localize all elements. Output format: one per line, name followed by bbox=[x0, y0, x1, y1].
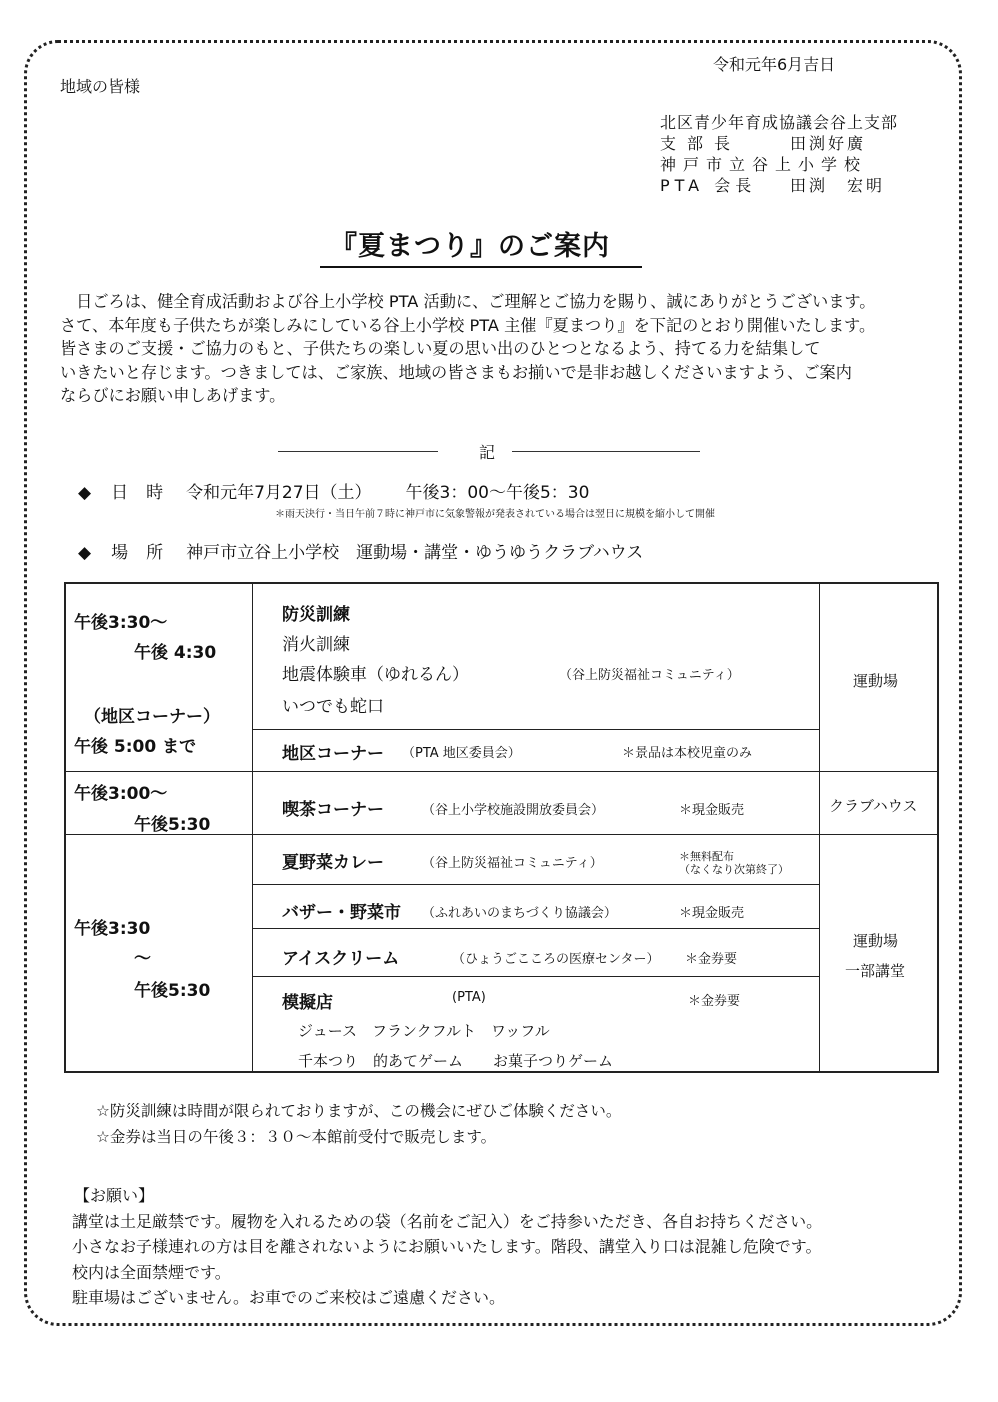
activity-name: 喫茶コーナー bbox=[282, 800, 384, 820]
activity-organizer: （ひょうごこころの医療センター） bbox=[452, 952, 660, 967]
time-to: 午後 4:30 bbox=[134, 643, 217, 663]
activity-organizer: （PTA 地区委員会） bbox=[402, 746, 521, 761]
footer-note: ☆金券は当日の午後３：３０～本館前受付で販売します。 bbox=[96, 1128, 497, 1146]
intro-line: さて、本年度も子供たちが楽しみにしている谷上小学校 PTA 主催『夏まつり』を下記のとおり開催いたします。 bbox=[60, 315, 876, 335]
activity-note: （なくなり次第終了） bbox=[679, 863, 789, 876]
datetime-row bbox=[78, 478, 589, 503]
activity-name: いつでも蛇口 bbox=[282, 697, 384, 717]
organizer-block bbox=[660, 112, 898, 196]
request-line: 小さなお子様連れの方は目を離されないようにお願いいたします。階段、講堂入り口は混雑し危険です。 bbox=[72, 1237, 822, 1256]
table-divider bbox=[252, 928, 819, 929]
event-place: 神戸市立谷上小学校 運動場・講堂・ゆうゆうクラブハウス bbox=[186, 543, 644, 563]
org-name: 北区青少年育成協議会谷上支部 bbox=[660, 113, 899, 132]
footer-notes bbox=[96, 1098, 621, 1150]
table-divider bbox=[252, 584, 253, 1071]
school-name: 神戸市立谷上小学校 bbox=[660, 155, 868, 174]
time-from: 午後3:30 bbox=[74, 919, 151, 939]
stall-items: ジュース フランクフルト ワッフル bbox=[298, 1022, 550, 1040]
datetime-label: 日時 bbox=[111, 483, 182, 503]
activity-name: 地区コーナー bbox=[282, 744, 384, 764]
request-line: 講堂は土足厳禁です。履物を入れるための袋（名前をご記入）をご持参いただき、各自お持ちください。 bbox=[72, 1211, 823, 1231]
activity-organizer: （谷上防災福祉コミュニティ） bbox=[559, 668, 740, 683]
divider bbox=[512, 451, 700, 452]
activity-note: ＊景品は本校児童のみ bbox=[622, 746, 753, 761]
diamond-bullet-icon: ◆ bbox=[78, 543, 92, 563]
activity-name: 模擬店 bbox=[282, 993, 333, 1013]
time-to: 午後5:30 bbox=[134, 815, 211, 835]
activity-name: 防災訓練 bbox=[282, 605, 350, 625]
request-section bbox=[72, 1183, 822, 1311]
activity-name: アイスクリーム bbox=[282, 949, 400, 969]
venue-label: 運動場 bbox=[853, 932, 899, 950]
org-line bbox=[660, 154, 898, 175]
request-line: 校内は全面禁煙です。 bbox=[72, 1262, 231, 1282]
org-line bbox=[660, 175, 898, 196]
venue-label: クラブハウス bbox=[829, 797, 918, 815]
time-tilde: ～ bbox=[134, 949, 151, 969]
addressee: 地域の皆様 bbox=[60, 77, 141, 96]
stall-items: 千本つり 的あてゲーム お菓子つりゲーム bbox=[298, 1052, 614, 1070]
table-divider bbox=[252, 976, 819, 977]
activity-name: 消火訓練 bbox=[282, 635, 350, 655]
org-person: 田渕 宏明 bbox=[790, 176, 886, 195]
place-row bbox=[78, 538, 643, 563]
place-label: 場所 bbox=[111, 543, 182, 563]
activity-note: ＊金券要 bbox=[688, 994, 741, 1009]
table-divider bbox=[66, 771, 937, 772]
activity-name: 地震体験車（ゆれるん） bbox=[282, 665, 469, 685]
time-from: 午後3:30～ bbox=[74, 613, 168, 633]
venue-label: 一部講堂 bbox=[845, 962, 906, 980]
activity-note: ＊金券要 bbox=[685, 952, 738, 967]
table-divider bbox=[252, 729, 819, 730]
intro-line: 皆さまのご支援・ご協力のもと、子供たちの楽しい夏の思い出のひとつとなるよう、持てる力を結集して bbox=[60, 339, 821, 358]
request-line: 駐車場はございません。お車でのご来校はご遠慮ください。 bbox=[72, 1288, 505, 1307]
intro-line: ならびにお願い申しあげます。 bbox=[60, 386, 286, 405]
activity-note: ＊現金販売 bbox=[679, 906, 745, 921]
ki-heading: 記 bbox=[479, 443, 496, 462]
org-title: 支部長 bbox=[660, 134, 742, 153]
request-heading: 【お願い】 bbox=[74, 1186, 155, 1205]
table-divider bbox=[252, 884, 819, 885]
activity-note: ＊現金販売 bbox=[679, 803, 745, 818]
diamond-bullet-icon: ◆ bbox=[78, 483, 92, 503]
divider bbox=[278, 451, 438, 452]
org-line bbox=[660, 133, 898, 154]
org-person: 田渕好廣 bbox=[790, 134, 867, 153]
intro-paragraph bbox=[60, 290, 875, 408]
corner-until: 午後 5:00 まで bbox=[74, 737, 197, 757]
intro-line: 日ごろは、健全育成活動および谷上小学校 PTA 活動に、ご理解とご協力を賜り、誠にありがとうございます。 bbox=[60, 292, 876, 311]
venue-label: 運動場 bbox=[853, 672, 899, 690]
activity-organizer: (PTA) bbox=[452, 990, 486, 1005]
time-to: 午後5:30 bbox=[134, 981, 211, 1001]
org-title: PTA 会長 bbox=[660, 176, 757, 195]
footer-note: ☆防災訓練は時間が限られておりますが、この機会にぜひご体験ください。 bbox=[96, 1102, 622, 1120]
event-time: 午後3：00～午後5：30 bbox=[405, 483, 590, 503]
schedule-table bbox=[64, 582, 939, 1073]
activity-organizer: （谷上小学校施設開放委員会） bbox=[422, 803, 605, 818]
page-title: 『夏まつり』のご案内 bbox=[320, 224, 642, 268]
event-date: 令和元年7月27日（土） bbox=[186, 483, 372, 503]
corner-label: （地区コーナー） bbox=[84, 707, 220, 727]
org-line bbox=[660, 112, 898, 133]
weather-note: ＊雨天決行・当日午前７時に神戸市に気象警報が発表されている場合は翌日に規模を縮小して開催 bbox=[275, 509, 715, 520]
activity-organizer: （谷上防災福祉コミュニティ） bbox=[422, 856, 603, 871]
activity-organizer: （ふれあいのまちづくり協議会） bbox=[422, 906, 617, 921]
activity-note: ＊無料配布 bbox=[679, 850, 734, 863]
time-from: 午後3:00～ bbox=[74, 784, 168, 804]
intro-line: いきたいと存じます。つきましては、ご家族、地域の皆さまもお揃いで是非お越しくださいますよう、ご案内 bbox=[60, 362, 852, 382]
issue-date: 令和元年6月吉日 bbox=[713, 55, 836, 74]
activity-name: バザー・野菜市 bbox=[282, 903, 401, 923]
activity-name: 夏野菜カレー bbox=[282, 853, 384, 873]
table-divider bbox=[819, 584, 820, 1071]
